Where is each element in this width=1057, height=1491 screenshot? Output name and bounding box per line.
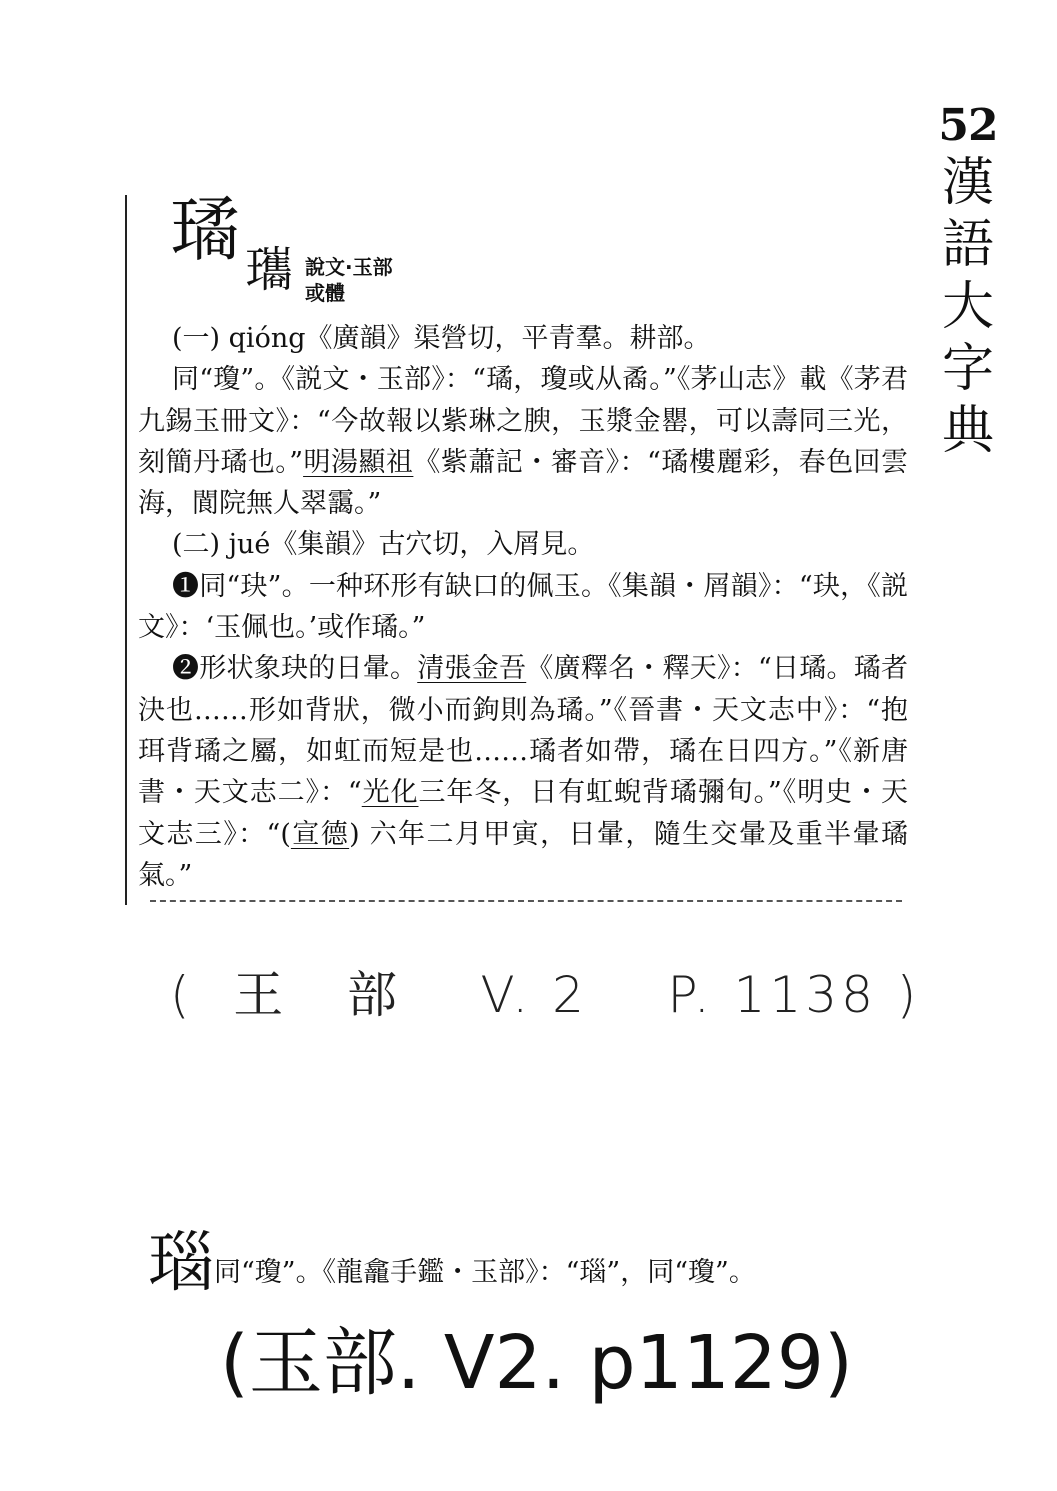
variant-source (305, 254, 393, 306)
variant-source-line2: 或體 (305, 281, 345, 305)
definition-1-text-a: 同“瓊”。《説文・玉部》：“璚，瓊或从矞。”《茅山志》載《茅君九錫玉冊文》：“今故報以紫琳之腴，玉漿金罌，可以壽同三光，刻簡丹璚也。” (138, 364, 908, 478)
entry-variant-char: 瓗 (245, 242, 294, 298)
handwritten-reference-2: (玉部. V2. p1129) (220, 1320, 853, 1406)
title-char: 漢 (941, 153, 994, 213)
sense-2-text-c: 三年冬，日有虹蜺背璚彌旬。”《明史・天文志三》：“( (138, 777, 908, 850)
era-name: 光化 (361, 777, 419, 809)
variant-source-line1: 說文·玉部 (305, 255, 393, 279)
entry-body (138, 318, 908, 896)
sense-2-text-d: ) 六年二月甲寅，日暈，隨生交暈及重半暈璚氣。” (138, 818, 909, 891)
definition-1 (138, 359, 908, 524)
entry-2-head-char: 瑙 (148, 1224, 214, 1301)
title-char: 典 (941, 401, 994, 461)
dynasty-name: 清 (417, 653, 445, 685)
dictionary-title (932, 100, 1004, 462)
reading-2: (二) jué《集韻》古穴切，入屑見。 (172, 529, 595, 561)
title-char: 大 (941, 277, 994, 337)
left-margin-line (125, 195, 127, 905)
definition-1-text-b: 《紫蕭記・審音》：“璚樓麗彩，春色回雲海，閬院無人翠靄。” (138, 446, 908, 520)
person-name: 明湯顯祖 (303, 446, 414, 478)
handwritten-reference-1: ( 王 部 V. 2 P. 1138 ) (170, 966, 921, 1024)
entry-2-text: 同“瓊”。《龍龕手鑑・玉部》：“瑙”，同“瓊”。 (214, 1257, 756, 1288)
sense-2-text-b: 《廣釋名・釋天》：“日璚。璚者決也……形如背狀，微小而鉤則為璚。”《晉書・天文志中》：“抱珥背璚之屬，如虹而短是也……璚者如帶，璚在日四方。”《新唐書・天文志二》：“ (138, 653, 909, 809)
volume-number: 52 (938, 100, 998, 151)
entry-head-char: 璚 (170, 189, 240, 271)
title-char: 語 (941, 215, 994, 275)
title-char: 字 (941, 339, 994, 399)
sense-2-text-a: ❷形状象玦的日暈。 (172, 653, 418, 685)
sense-1: ❶同“玦”。一种环形有缺口的佩玉。《集韻・屑韻》：“玦，《説文》：‘玉佩也。’或作璚。” (138, 570, 908, 644)
bottom-cut-line (150, 900, 902, 902)
sense-2 (138, 648, 908, 896)
entry-2 (148, 1225, 928, 1301)
era-name: 宣德 (290, 818, 350, 850)
person-name: 張金吾 (444, 653, 527, 685)
reading-1: (一) qióng《廣韻》渠營切，平青羣。耕部。 (172, 323, 711, 354)
